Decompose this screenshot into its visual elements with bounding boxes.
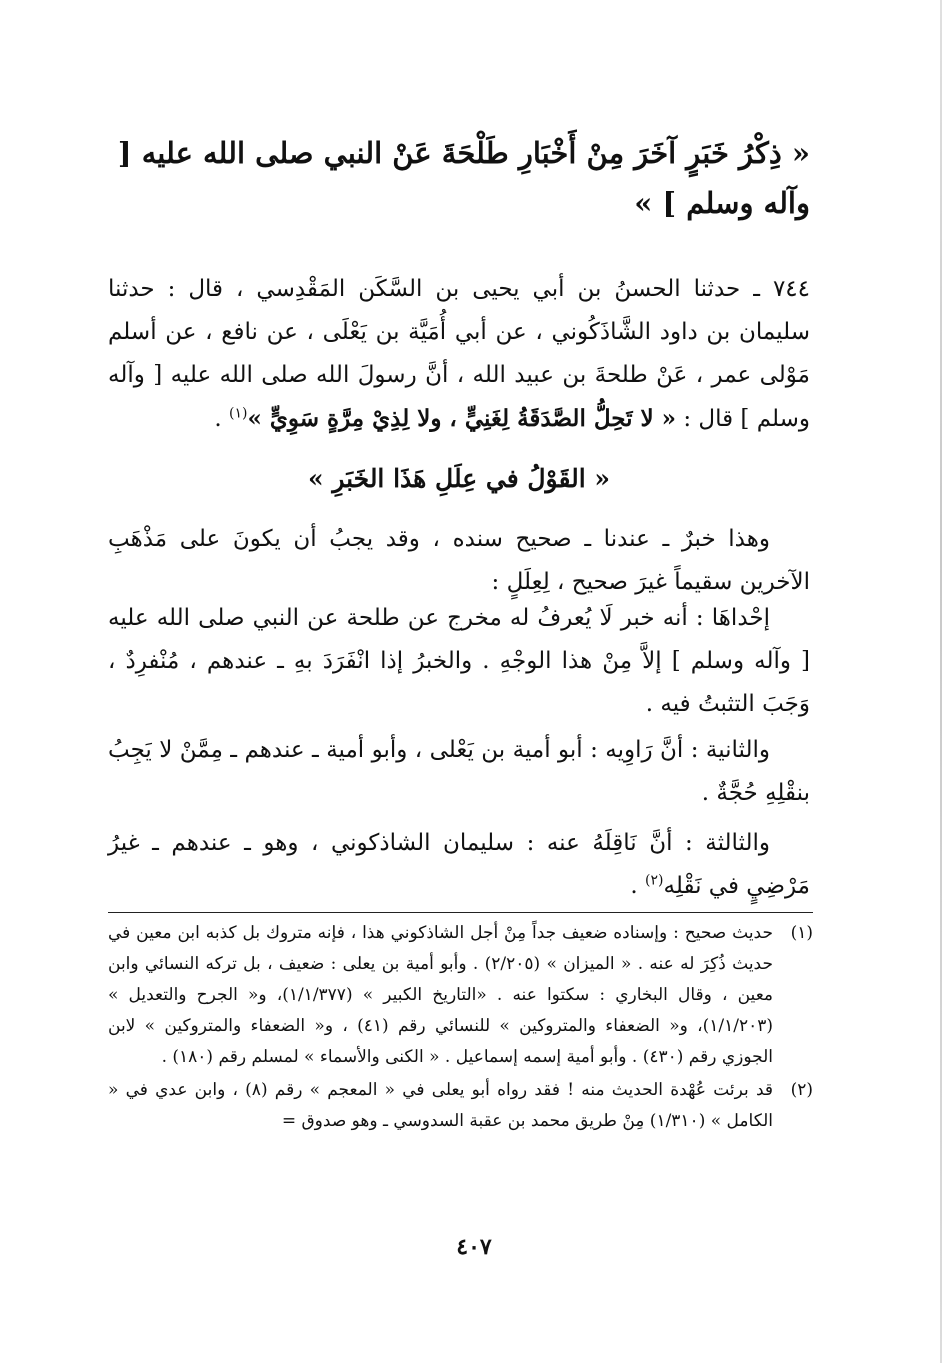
footnote-number: (٢) (790, 1080, 813, 1100)
footnote-text: قد برئت عُهْدة الحديث منه ! فقد رواه أبو يعلى في « المعجم » رقم (٨) ، وابن عدي في « الكامل » (١/٣١٠) مِنْ طريق محمد بن عقبة السدوسي ـ وهو صدوق = (108, 1080, 773, 1131)
footnote-marker-1[interactable]: (١) (229, 405, 248, 422)
section-subheading: « القَوْلُ في عِلَلِ هَذَا الخَبَرِ » (308, 464, 610, 493)
hadith-end: . (214, 406, 230, 432)
paragraph-third-reason (108, 822, 810, 908)
footnotes (108, 918, 813, 1139)
paragraph-second-reason: والثانية : أنَّ رَاوِيه : أبو أمية بن يَعْلى ، وأبو أمية ـ عندهم ـ مِمَّنْ لا يَجِبُ بنقْلِهِ حُجَّةٌ . (108, 737, 810, 806)
hadith-text: ٧٤٤ ـ حدثنا الحسنُ بن أبي يحيى بن السَّكَن المَقْدِسي ، قال : حدثنا سليمان بن داود الشَّاذَكُوني ، عن أبي أُمَيَّة بن يَعْلَى ، عن نافع ، عن أسلم مَوْلى عمر ، عَنْ طلحةَ بن عبيد الله ، أنَّ رسولَ الله صلى الله عليه [ وآله وسلم ] قال : (108, 276, 810, 432)
paragraph-first-reason: إحْداهَا : أنه خبر لَا يُعرفُ له مخرج عن طلحة عن النبي صلى الله عليه [ وآله وسلم ] إلاَّ مِنْ هذا الوجْهِ . والخبرُ إذا انْفَرَدَ بهِ ـ عندهم ، مُنْفرِدٌ ، وَجَبَ التثبتُ فيه . (108, 605, 810, 717)
footnote-number: (١) (790, 923, 813, 943)
chapter-heading: « ذِكْرُ خَبَرٍ آخَرَ مِنْ أَخْبَارِ طَلْحَةَ عَنْ النبي صلى الله عليه [ وآله وسلم ] » (117, 136, 810, 220)
third-reason-text: والثالثة : أنَّ نَاقِلَهُ عنه : سليمان الشاذكوني ، وهو ـ عندهم ـ غيرُ مَرْضِيٍ في نَقْلِه (108, 830, 810, 899)
hadith-paragraph (108, 268, 810, 441)
third-reason-end: . (630, 873, 646, 899)
footnote-marker-2[interactable]: (٢) (645, 872, 664, 889)
footnote-text: حديث صحيح : وإسناده ضعيف جداً مِنْ أجل الشاذكوني هذا ، فإنه متروك بل كذبه ابن معين في حديث ذُكِرَ له عنه . « الميزان » (٢/٢٠٥) . وأبو أمية بن يعلى : ضعيف ، بل تركه النسائي وابن معين ، وقال البخاري : سكتوا عنه . «التاريخ الكبير » (١/١/٣٧٧)، و« الجرح والتعديل » (١/١/٢٠٣)، و« الضعفاء والمتروكين » للنسائي رقم (٤١) ، و« الضعفاء والمتروكين » لابن الجوزي رقم (٤٣٠) . وأبو أمية إسمه إسماعيل . « الكنى والأسماء » لمسلم رقم (١٨٠) . (108, 923, 773, 1067)
hadith-quote: « لا تَحِلُّ الصَّدَقَةُ لِغَنِيٍّ ، ولا لِذِيْ مِرَّةٍ سَوِيٍّ » (247, 405, 677, 432)
footnote-divider (108, 912, 813, 913)
footnote-item (108, 918, 813, 1073)
footnote-item (108, 1075, 813, 1137)
scan-edge (940, 0, 942, 1363)
paragraph-intro: وهذا خبرٌ ـ عندنا ـ صحيح سنده ، وقد يجبُ أن يكونَ على مَذْهَبِ الآخرين سقيماً غيرَ صحيح ، لِعِلَلٍ : (108, 526, 810, 595)
page-number: ٤٠٧ (456, 1234, 492, 1260)
